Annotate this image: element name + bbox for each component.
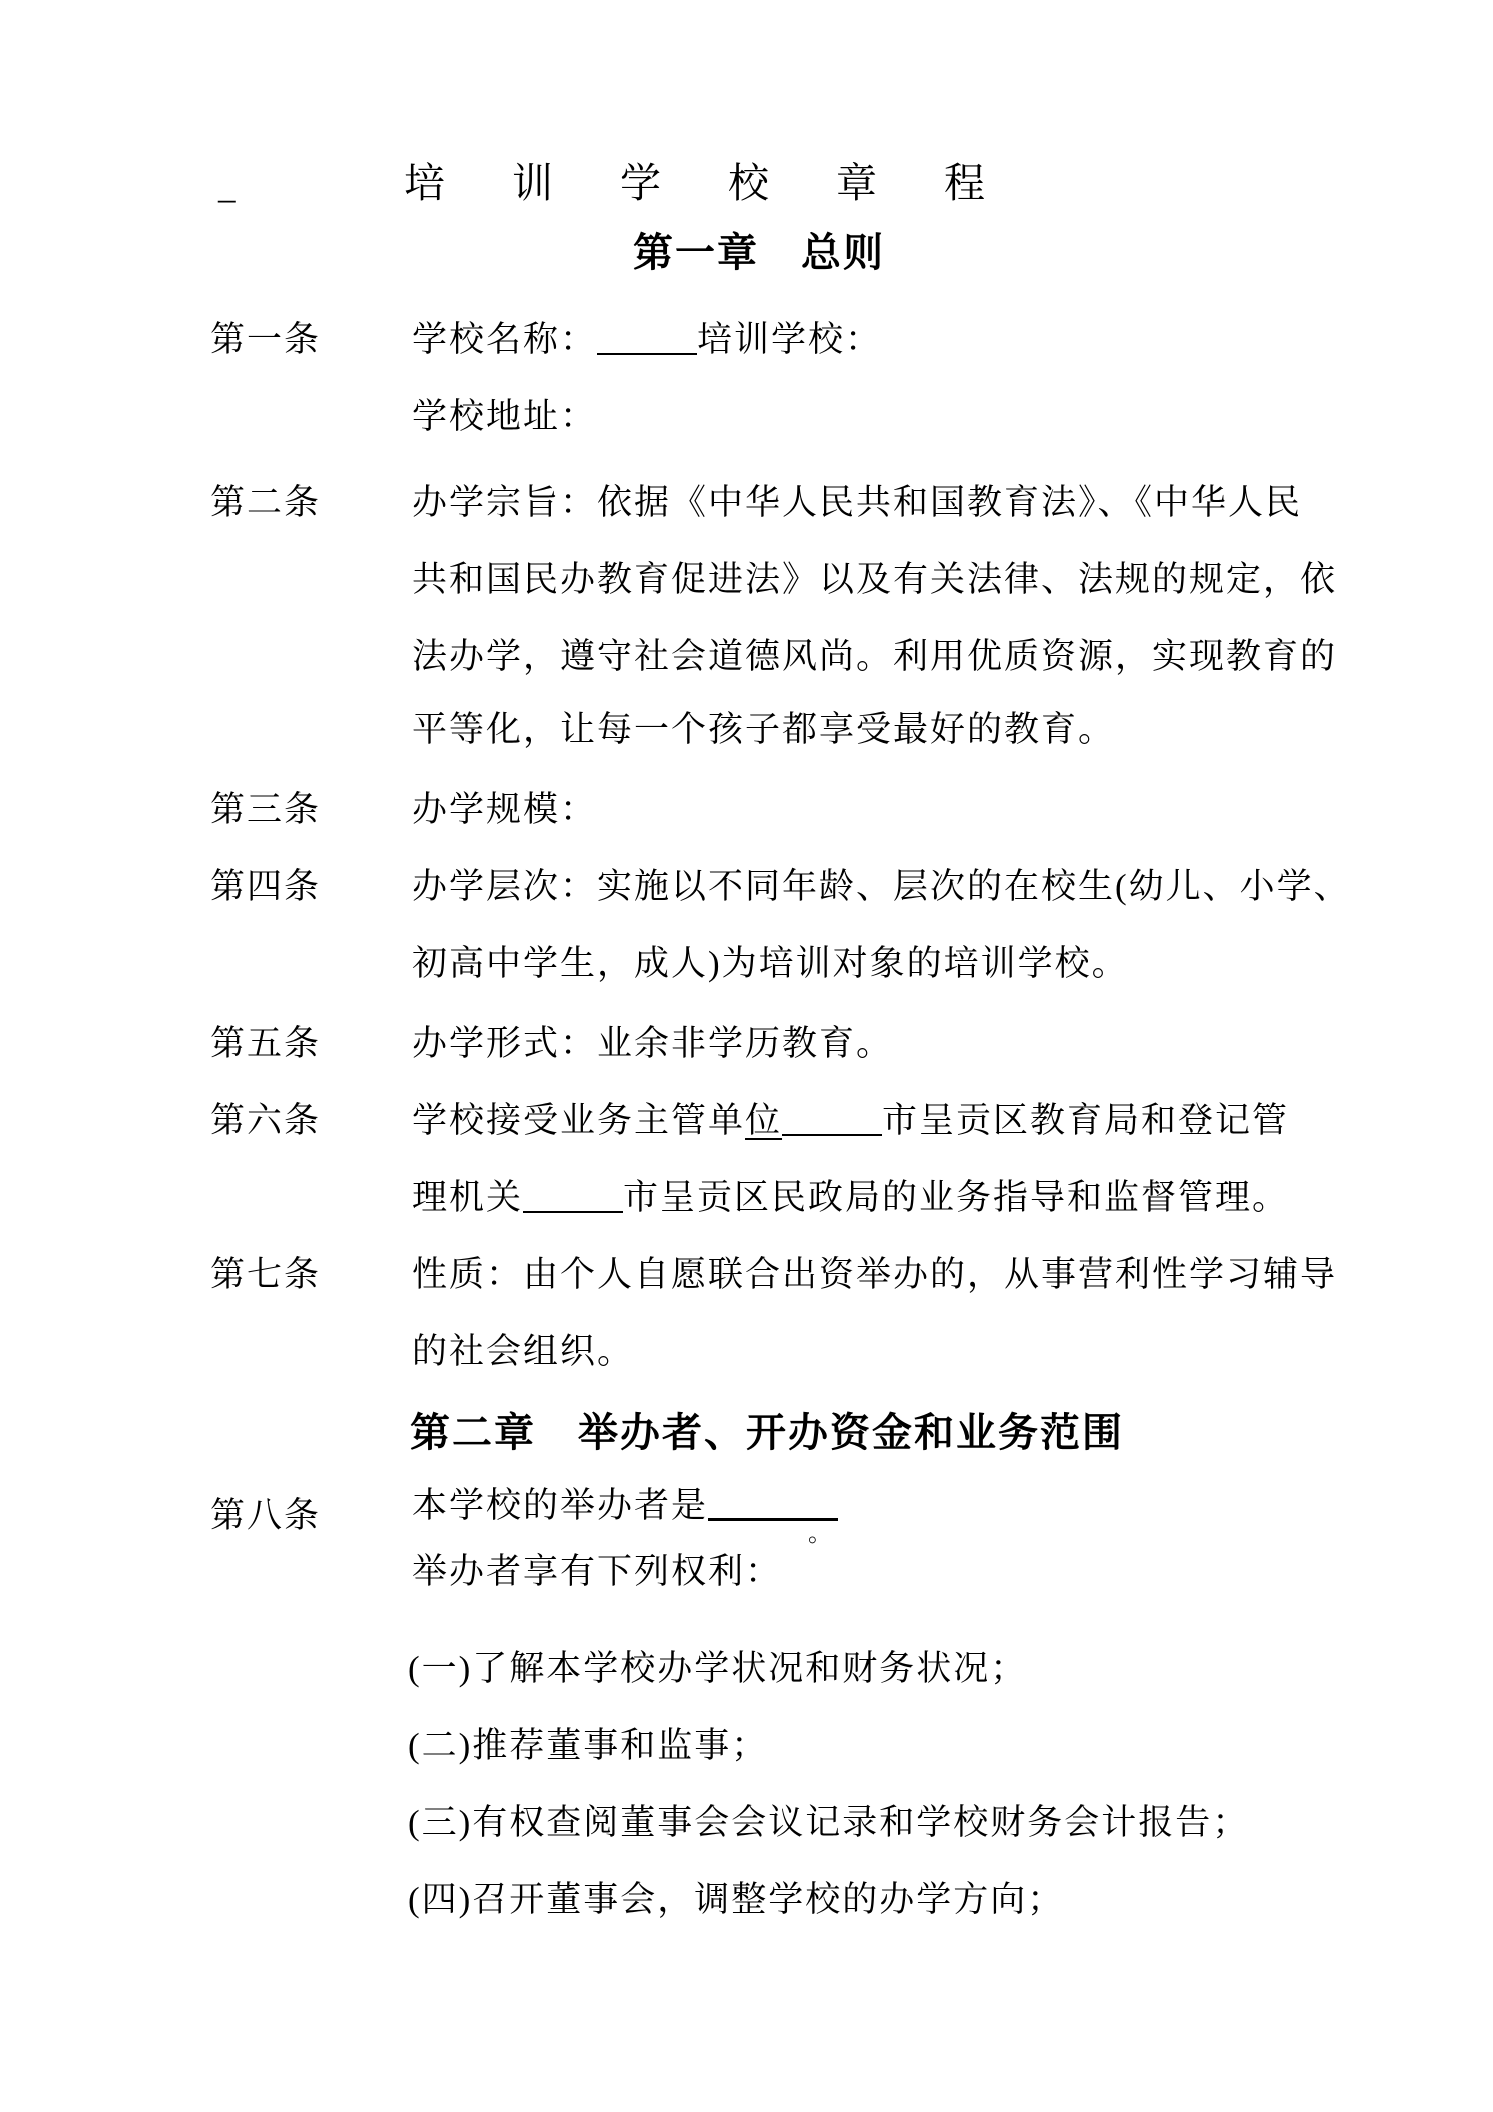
article-4-label: 第四条 xyxy=(210,867,322,906)
founder-right-item-2: (二)推荐董事和监事； xyxy=(408,1726,769,1765)
underlined-char: 位 xyxy=(745,1101,783,1140)
article-2-line-4: 平等化，让每一个孩子都享受最好的教育。 xyxy=(412,710,1116,749)
small-period-mark: 。 xyxy=(808,1521,832,1547)
founder-name-blank xyxy=(708,1490,838,1521)
stray-underscore-mark: _ xyxy=(218,167,236,206)
school-name-caption: 学校名称： xyxy=(412,320,598,359)
founder-right-item-4: (四)召开董事会，调整学校的办学方向； xyxy=(408,1880,1065,1919)
article-2-line-2: 共和国民办教育促进法》以及有关法律、法规的规定，依 xyxy=(412,560,1338,599)
article-1-line-2: 学校地址： xyxy=(412,397,598,436)
founder-caption: 本学校的举办者是 xyxy=(412,1486,709,1525)
article-1-label: 第一条 xyxy=(210,320,322,359)
article-7-label: 第七条 xyxy=(210,1255,322,1294)
founder-right-item-3: (三)有权查阅董事会会议记录和学校财务会计报告； xyxy=(408,1803,1250,1842)
registration-authority-blank xyxy=(523,1183,623,1213)
school-name-blank xyxy=(597,325,697,355)
article-5-line-1: 办学形式：业余非学历教育。 xyxy=(412,1024,894,1063)
article-2-line-3: 法办学，遵守社会道德风尚。利用优质资源，实现教育的 xyxy=(412,637,1338,676)
article-7-line-2: 的社会组织。 xyxy=(412,1332,635,1371)
article-2-line-1: 办学宗旨：依据《中华人民共和国教育法》、《中华人民 xyxy=(412,483,1303,522)
registration-authority-suffix: 市呈贡区民政局的业务指导和监督管理。 xyxy=(623,1178,1290,1217)
article-8-line-1 xyxy=(412,1484,838,1528)
founder-right-item-1: (一)了解本学校办学状况和财务状况； xyxy=(408,1649,1028,1688)
registration-authority-caption: 理机关 xyxy=(412,1178,524,1217)
article-5-label: 第五条 xyxy=(210,1024,322,1063)
article-6-line-1 xyxy=(412,1099,1289,1143)
chapter-2-heading: 第二章 举办者、开办资金和业务范围 xyxy=(410,1410,1124,1455)
competent-unit-caption: 学校接受业务主管单 xyxy=(412,1101,746,1140)
article-8-line-2: 举办者享有下列权利： xyxy=(412,1552,783,1591)
school-name-suffix: 培训学校： xyxy=(697,320,883,359)
article-6-line-2 xyxy=(412,1176,1289,1220)
article-2-label: 第二条 xyxy=(210,483,322,522)
article-3-label: 第三条 xyxy=(210,790,322,829)
document-title: 培训学校章程 xyxy=(404,160,1052,206)
article-4-line-2: 初高中学生，成人)为培训对象的培训学校。 xyxy=(412,944,1129,983)
article-3-line-1: 办学规模： xyxy=(412,790,598,829)
article-4-line-1: 办学层次：实施以不同年龄、层次的在校生(幼儿、小学、 xyxy=(412,867,1351,906)
article-7-line-1: 性质：由个人自愿联合出资举办的，从事营利性学习辅导 xyxy=(412,1255,1338,1294)
competent-unit-blank xyxy=(782,1106,882,1136)
article-8-label: 第八条 xyxy=(210,1496,322,1535)
article-1-line-1 xyxy=(412,318,882,362)
article-6-label: 第六条 xyxy=(210,1101,322,1140)
competent-unit-suffix: 市呈贡区教育局和登记管 xyxy=(882,1101,1290,1140)
chapter-1-heading: 第一章 总则 xyxy=(633,230,885,275)
